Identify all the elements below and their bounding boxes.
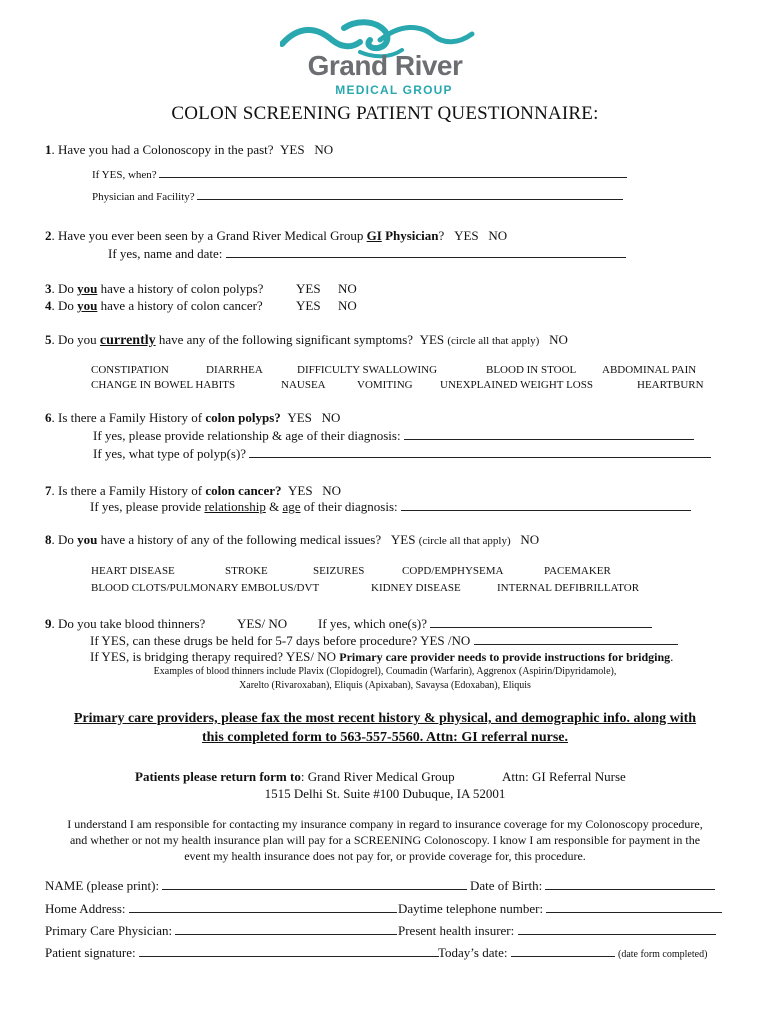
today-field[interactable] bbox=[511, 945, 615, 957]
signature-field[interactable] bbox=[139, 945, 439, 957]
q9-which-label: If yes, which one(s)? bbox=[318, 616, 428, 631]
q5-yes[interactable]: YES bbox=[419, 332, 445, 347]
q8-condition[interactable]: HEART DISEASE bbox=[91, 565, 175, 577]
q1-yes[interactable]: YES bbox=[280, 142, 305, 157]
q8-condition[interactable]: KIDNEY DISEASE bbox=[371, 582, 461, 594]
q9-held-yes-no[interactable]: YES /NO bbox=[420, 633, 471, 648]
q1-facility-label: Physician and Facility? bbox=[92, 191, 195, 203]
q8-condition[interactable]: SEIZURES bbox=[313, 565, 365, 577]
q7-rel-text: If yes, please provide bbox=[90, 499, 205, 514]
q1-number: 1 bbox=[45, 142, 52, 157]
q8-condition[interactable]: STROKE bbox=[225, 565, 268, 577]
q2-number: 2 bbox=[45, 228, 52, 243]
insurer-field[interactable] bbox=[518, 923, 716, 935]
q8-number: 8 bbox=[45, 532, 52, 547]
return-colon: : bbox=[300, 769, 305, 784]
q8-text: . Do bbox=[51, 532, 78, 547]
pcp-row bbox=[45, 923, 397, 939]
return-label: Patients please return form to bbox=[135, 769, 301, 784]
q6-type-row bbox=[93, 446, 711, 462]
q2-text: . Have you ever been seen by a Grand River Medical Group bbox=[51, 228, 367, 243]
question-6 bbox=[45, 410, 340, 426]
q9-held-field[interactable] bbox=[474, 633, 678, 645]
q6-relationship-row bbox=[93, 428, 694, 444]
q2-name-label: If yes, name and date: bbox=[108, 246, 223, 261]
q5-symptom[interactable]: CONSTIPATION bbox=[91, 364, 169, 376]
fax-notice-line2: this completed form to 563-557-5560. Attn: GI referral nurse. bbox=[201, 730, 568, 745]
q9-bridging-label: If YES, is bridging therapy required? bbox=[90, 649, 284, 664]
phone-row bbox=[398, 901, 722, 917]
return-org: Grand River Medical Group bbox=[304, 769, 455, 784]
return-address: 1515 Delhi St. Suite #100 Dubuque, IA 52001 bbox=[264, 786, 506, 801]
q7-bold: colon cancer? bbox=[205, 483, 282, 498]
q1-text: . Have you had a Colonoscopy in the past? bbox=[51, 142, 274, 157]
q4-you: you bbox=[77, 298, 98, 313]
q3-yes[interactable]: YES bbox=[296, 281, 321, 296]
q2-no[interactable]: NO bbox=[488, 228, 508, 243]
q8-condition[interactable]: PACEMAKER bbox=[544, 565, 611, 577]
q7-age: age bbox=[282, 499, 301, 514]
dob-row bbox=[470, 878, 715, 894]
q3-no[interactable]: NO bbox=[338, 281, 357, 296]
fax-notice-line1: Primary care providers, please fax the most recent history & physical, and demographic info. along with bbox=[73, 711, 697, 726]
phone-field[interactable] bbox=[546, 901, 722, 913]
q9-held-label: If YES, can these drugs be held for 5-7 days before procedure? bbox=[90, 633, 418, 648]
q1-when-field[interactable] bbox=[159, 166, 627, 178]
name-field[interactable] bbox=[162, 878, 467, 890]
phone-label: Daytime telephone number: bbox=[398, 901, 544, 916]
q5-symptom[interactable]: NAUSEA bbox=[281, 379, 326, 391]
q7-yes[interactable]: YES bbox=[287, 483, 313, 498]
brand-subtitle: MEDICAL GROUP bbox=[335, 83, 453, 97]
q8-you: you bbox=[77, 532, 98, 547]
signature-row bbox=[45, 945, 439, 961]
q9-period: . bbox=[670, 649, 674, 664]
insurer-row bbox=[398, 923, 716, 939]
q5-currently: currently bbox=[99, 333, 156, 348]
q9-held-row bbox=[90, 633, 678, 649]
today-row bbox=[438, 945, 707, 961]
q7-rel-text-end: of their diagnosis: bbox=[300, 499, 398, 514]
insurer-label: Present health insurer: bbox=[398, 923, 515, 938]
q7-relationship-row bbox=[90, 499, 691, 515]
q7-relationship: relationship bbox=[204, 499, 266, 514]
q4-no[interactable]: NO bbox=[338, 298, 357, 313]
q9-which-field[interactable] bbox=[430, 616, 652, 628]
address-field[interactable] bbox=[129, 901, 397, 913]
address-label: Home Address: bbox=[45, 901, 126, 916]
q1-when-label: If YES, when? bbox=[92, 169, 157, 181]
address-row bbox=[45, 901, 397, 917]
disclaimer-line: event my health insurance does not pay for, or provide coverage for, this procedure. bbox=[184, 849, 586, 863]
q8-text-end: have a history of any of the following medical issues? bbox=[97, 532, 382, 547]
q5-text-end: have any of the following significant symptoms? bbox=[155, 332, 414, 347]
q2-name-row bbox=[108, 246, 626, 262]
question-9 bbox=[45, 616, 205, 632]
name-label: NAME (please print): bbox=[45, 878, 160, 893]
q2-name-field[interactable] bbox=[226, 246, 626, 258]
disclaimer-line: and whether or not my health insurance plan will pay for a SCREENING Colonoscopy. I know I am responsible for payment in the bbox=[69, 833, 701, 847]
q5-circle-note: (circle all that apply) bbox=[447, 335, 540, 347]
q5-symptom[interactable]: HEARTBURN bbox=[637, 379, 704, 391]
q3-text: . Do bbox=[51, 281, 78, 296]
signature-label: Patient signature: bbox=[45, 945, 136, 960]
page-title: COLON SCREENING PATIENT QUESTIONNAIRE: bbox=[171, 103, 599, 124]
q6-yes[interactable]: YES bbox=[287, 410, 312, 425]
q9-text: . Do you take blood thinners? bbox=[51, 616, 206, 631]
q5-no[interactable]: NO bbox=[549, 332, 568, 347]
brand-name: Grand River bbox=[307, 50, 463, 81]
q9-bridging-row bbox=[90, 649, 673, 665]
q6-text: . Is there a Family History of bbox=[51, 410, 206, 425]
pcp-label: Primary Care Physician: bbox=[45, 923, 173, 938]
q5-symptom[interactable]: CHANGE IN BOWEL HABITS bbox=[91, 379, 236, 391]
q4-yes[interactable]: YES bbox=[296, 298, 321, 313]
q5-number: 5 bbox=[45, 332, 52, 347]
q6-bold: colon polyps? bbox=[205, 410, 281, 425]
q5-symptom[interactable]: UNEXPLAINED WEIGHT LOSS bbox=[440, 379, 593, 391]
q9-number: 9 bbox=[45, 616, 52, 631]
q8-condition[interactable]: COPD/EMPHYSEMA bbox=[402, 565, 504, 577]
q6-type-label: If yes, what type of polyp(s)? bbox=[93, 446, 247, 461]
q2-gi: GI bbox=[366, 228, 382, 243]
q1-facility-row bbox=[92, 188, 623, 203]
q1-no[interactable]: NO bbox=[314, 142, 334, 157]
q1-when-row bbox=[92, 166, 627, 181]
today-label: Today’s date: bbox=[438, 945, 508, 960]
q6-type-field[interactable] bbox=[249, 446, 711, 458]
q3-number: 3 bbox=[45, 281, 52, 296]
q8-no[interactable]: NO bbox=[520, 532, 540, 547]
dob-label: Date of Birth: bbox=[470, 878, 543, 893]
question-5 bbox=[45, 332, 568, 349]
pcp-field[interactable] bbox=[175, 923, 397, 935]
q9-yes-no[interactable]: YES/ NO bbox=[237, 616, 288, 631]
q9-which-row bbox=[318, 616, 652, 632]
q6-no[interactable]: NO bbox=[321, 410, 341, 425]
q5-symptom[interactable]: DIARRHEA bbox=[206, 364, 263, 376]
q9-bridging-yes-no[interactable]: YES/ NO bbox=[285, 649, 337, 664]
q5-symptom[interactable]: DIFFICULTY SWALLOWING bbox=[297, 364, 438, 376]
date-note: (date form completed) bbox=[618, 949, 708, 960]
question-1 bbox=[45, 142, 333, 158]
q4-text-end: have a history of colon cancer? bbox=[97, 298, 263, 313]
q9-examples-line2: Xarelto (Rivaroxaban), Eliquis (Apixaban), Savaysa (Edoxaban), Eliquis bbox=[239, 680, 531, 691]
q4-text: . Do bbox=[51, 298, 78, 313]
q5-symptom[interactable]: BLOOD IN STOOL bbox=[486, 364, 577, 376]
q2-physician: Physician bbox=[381, 228, 439, 243]
q8-circle-note: (circle all that apply) bbox=[418, 535, 511, 547]
q3-you: you bbox=[77, 281, 98, 296]
q7-relationship-field[interactable] bbox=[401, 499, 691, 511]
q8-condition[interactable]: INTERNAL DEFIBRILLATOR bbox=[497, 582, 640, 594]
q1-facility-field[interactable] bbox=[197, 188, 623, 200]
q5-symptom[interactable]: VOMITING bbox=[357, 379, 413, 391]
q8-yes[interactable]: YES bbox=[390, 532, 416, 547]
q5-symptom[interactable]: ABDOMINAL PAIN bbox=[602, 364, 697, 376]
q6-number: 6 bbox=[45, 410, 52, 425]
return-attn: Attn: GI Referral Nurse bbox=[502, 769, 626, 784]
return-row bbox=[135, 769, 455, 785]
name-row bbox=[45, 878, 467, 894]
q4-number: 4 bbox=[45, 298, 52, 313]
q7-amp: & bbox=[265, 499, 283, 514]
question-2 bbox=[45, 228, 507, 244]
question-4 bbox=[45, 298, 263, 314]
q6-relationship-label: If yes, please provide relationship & age of their diagnosis: bbox=[93, 428, 401, 443]
q9-bridging-note: Primary care provider needs to provide instructions for bridging bbox=[339, 650, 671, 664]
question-7 bbox=[45, 483, 341, 499]
q8-condition[interactable]: BLOOD CLOTS/PULMONARY EMBOLUS/DVT bbox=[91, 582, 320, 594]
q2-text-end: ? bbox=[438, 228, 445, 243]
q7-no[interactable]: NO bbox=[322, 483, 342, 498]
q2-yes[interactable]: YES bbox=[454, 228, 479, 243]
question-8 bbox=[45, 532, 539, 548]
q5-text: . Do you bbox=[51, 332, 100, 347]
q9-examples-line1: Examples of blood thinners include Plavix (Clopidogrel), Coumadin (Warfarin), Aggrenox (Aspirin/Dipyridamole), bbox=[153, 666, 617, 677]
q3-text-end: have a history of colon polyps? bbox=[97, 281, 264, 296]
q6-relationship-field[interactable] bbox=[404, 428, 694, 440]
disclaimer-line: I understand I am responsible for contacting my insurance company in regard to insurance coverage for my Colonoscopy procedure, bbox=[67, 817, 703, 831]
q7-number: 7 bbox=[45, 483, 52, 498]
q7-text: . Is there a Family History of bbox=[51, 483, 206, 498]
question-3 bbox=[45, 281, 263, 297]
dob-field[interactable] bbox=[545, 878, 715, 890]
